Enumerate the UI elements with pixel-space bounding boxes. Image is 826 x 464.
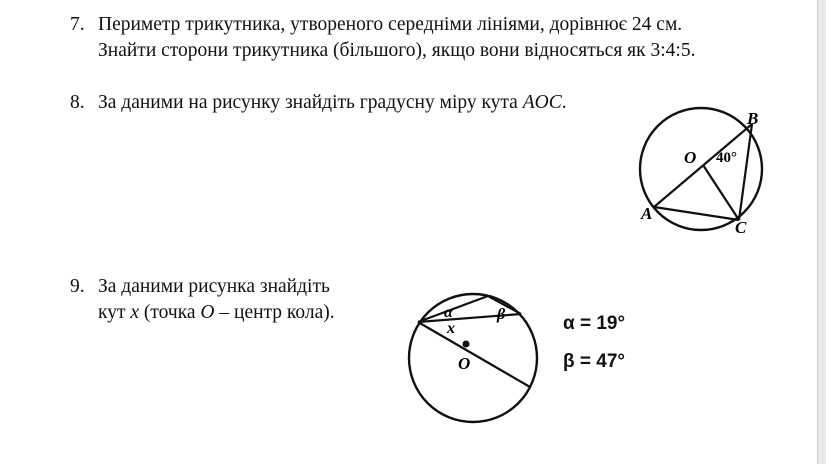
text-part: (точка — [139, 302, 201, 323]
problem-number: 9. — [70, 276, 85, 297]
problem-number: 7. — [70, 14, 85, 35]
segment-OC — [703, 165, 739, 220]
angle-name: AOC — [522, 92, 562, 113]
label-O: O — [458, 354, 471, 373]
label-B: B — [747, 109, 759, 128]
angle-label: 40° — [716, 150, 737, 166]
label-C: C — [735, 218, 747, 237]
label-beta: β — [497, 306, 506, 323]
alpha-value: α = 19° — [563, 313, 626, 334]
label-O: O — [684, 148, 697, 167]
page-edge — [817, 0, 826, 464]
label-x: x — [447, 320, 455, 337]
text-part: За даними на рисунку знайдіть градусну міру кута — [98, 92, 523, 113]
figure-9-circle-diagram — [405, 275, 545, 445]
beta-value: β = 47° — [563, 351, 625, 372]
center-point — [463, 341, 470, 348]
figure-8-circle-diagram — [628, 100, 778, 240]
diameter — [418, 322, 530, 387]
text-part: – центр кола). — [214, 302, 335, 323]
problem-text-line-1: За даними рисунка знайдіть — [98, 276, 330, 297]
problem-text-line-2: Знайти сторони трикутника (більшого), якщо вони відносяться як 3:4:5. — [98, 40, 696, 61]
problem-text — [98, 90, 567, 116]
point-O: O — [200, 302, 215, 323]
problem-text-line-2 — [98, 300, 335, 326]
variable-x: x — [130, 302, 140, 323]
problem-number: 8. — [70, 92, 85, 113]
problem-text-line-1: Периметр трикутника, утвореного середніми лініями, дорівнює 24 см. — [98, 14, 683, 35]
label-A: A — [641, 204, 653, 223]
label-alpha: α — [444, 304, 453, 321]
text-part: кут — [98, 302, 131, 323]
circle — [640, 108, 762, 230]
text-part: . — [561, 92, 567, 113]
